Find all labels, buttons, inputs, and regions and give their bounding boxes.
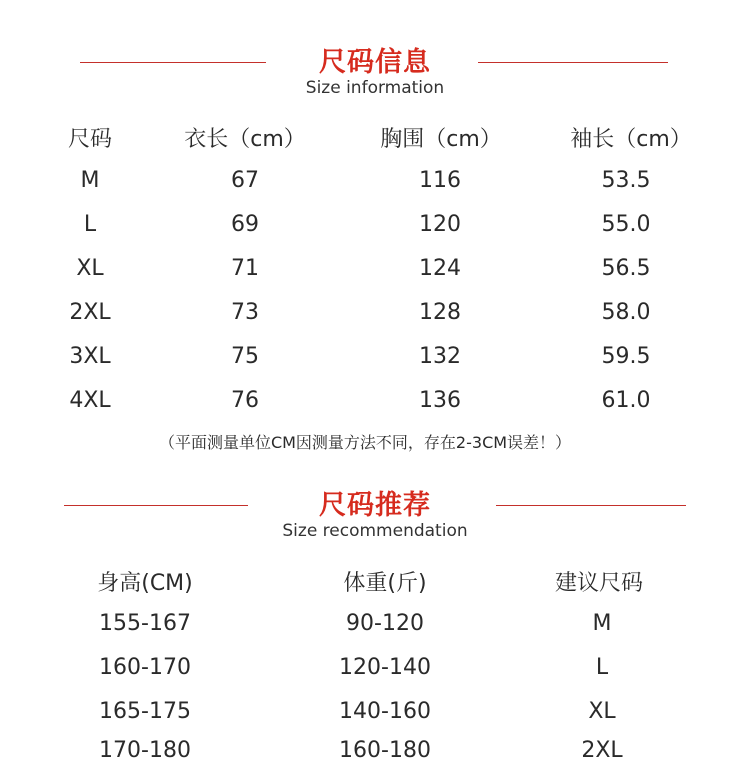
weight-cell: 90-120 bbox=[346, 611, 424, 636]
recommended-size-cell: 2XL bbox=[581, 738, 623, 763]
recommended-size-cell: M bbox=[592, 611, 612, 636]
size-info-subtitle: Size information bbox=[305, 78, 445, 98]
length-cell: 67 bbox=[231, 168, 259, 193]
height-cell: 155-167 bbox=[99, 611, 191, 636]
chest-cell: 116 bbox=[419, 168, 461, 193]
chest-cell: 128 bbox=[419, 300, 461, 325]
size-cell: 4XL bbox=[69, 388, 111, 413]
sleeve-cell: 55.0 bbox=[601, 212, 651, 237]
chest-cell: 132 bbox=[419, 344, 461, 369]
length-cell: 71 bbox=[231, 256, 259, 281]
size-info-header-size: 尺码 bbox=[67, 127, 112, 152]
sleeve-cell: 59.5 bbox=[601, 344, 651, 369]
size-cell: 3XL bbox=[69, 344, 111, 369]
recommended-size-cell: XL bbox=[588, 699, 616, 724]
size-rec-header-weight: 体重(斤) bbox=[343, 571, 427, 596]
weight-cell: 160-180 bbox=[339, 738, 431, 763]
chest-cell: 124 bbox=[419, 256, 461, 281]
height-cell: 170-180 bbox=[99, 738, 191, 763]
size-info-header-length: 衣长（cm） bbox=[184, 127, 306, 152]
sleeve-cell: 58.0 bbox=[601, 300, 651, 325]
chest-cell: 136 bbox=[419, 388, 461, 413]
size-rec-header-height: 身高(CM) bbox=[97, 571, 193, 596]
size-cell: L bbox=[83, 212, 97, 237]
measurement-note: （平面测量单位CM因测量方法不同，存在2-3CM误差！） bbox=[158, 433, 572, 452]
length-cell: 69 bbox=[231, 212, 259, 237]
recommended-size-cell: L bbox=[595, 655, 609, 680]
height-cell: 160-170 bbox=[99, 655, 191, 680]
length-cell: 75 bbox=[231, 344, 259, 369]
length-cell: 73 bbox=[231, 300, 259, 325]
sleeve-cell: 53.5 bbox=[601, 168, 651, 193]
weight-cell: 140-160 bbox=[339, 699, 431, 724]
size-cell: M bbox=[80, 168, 100, 193]
sleeve-cell: 61.0 bbox=[601, 388, 651, 413]
size-info-header-chest: 胸围（cm） bbox=[380, 127, 502, 152]
sleeve-cell: 56.5 bbox=[601, 256, 651, 281]
weight-cell: 120-140 bbox=[339, 655, 431, 680]
size-rec-subtitle: Size recommendation bbox=[282, 521, 468, 541]
size-rec-header-size: 建议尺码 bbox=[554, 571, 643, 596]
size-info-title: 尺码信息 bbox=[319, 47, 431, 78]
chest-cell: 120 bbox=[419, 212, 461, 237]
size-rec-title: 尺码推荐 bbox=[319, 490, 431, 521]
height-cell: 165-175 bbox=[99, 699, 191, 724]
length-cell: 76 bbox=[231, 388, 259, 413]
size-info-header-sleeve: 袖长（cm） bbox=[570, 127, 692, 152]
size-cell: XL bbox=[76, 256, 104, 281]
size-cell: 2XL bbox=[69, 300, 111, 325]
